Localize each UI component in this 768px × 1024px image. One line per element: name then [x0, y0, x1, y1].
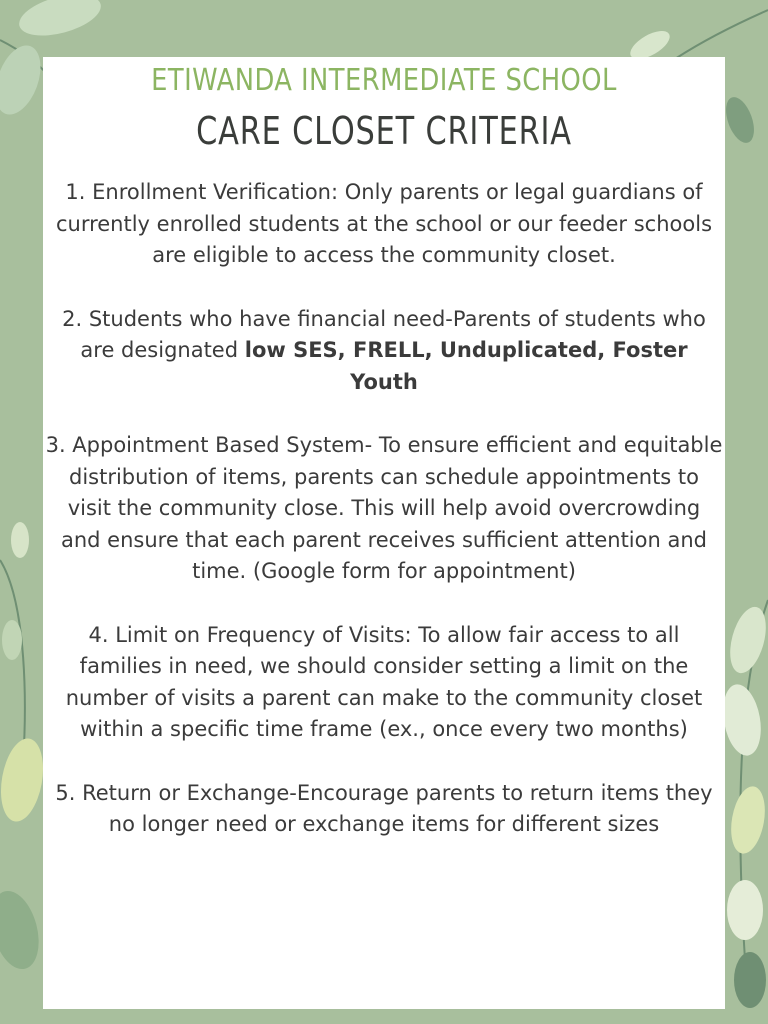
page-title: CARE CLOSET CRITERIA [196, 109, 572, 153]
criteria-item-3 [43, 430, 725, 588]
criteria-item-1 [43, 177, 725, 272]
criteria-item-text: 2. Students who have financial need-Parents of students who are designated low SES, FRELL, Unduplicated, Foster Youth [62, 306, 706, 394]
criteria-item-4 [43, 620, 725, 746]
school-name: ETIWANDA INTERMEDIATE SCHOOL [151, 63, 617, 98]
criteria-item-text: 3. Appointment Based System- To ensure efficient and equitable distribution of items, parents can schedule appointments to visit the community close. This will help avoid overcrowding and ensure that each parent receives sufficient attention and time. (Google form for appointment) [45, 433, 723, 583]
criteria-item-bold: low SES, FRELL, Unduplicated, Foster Youth [244, 338, 688, 394]
criteria-card [43, 57, 725, 1009]
criteria-item-text: 4. Limit on Frequency of Visits: To allow fair access to all families in need, we should consider setting a limit on the number of visits a parent can make to the community closet within a specific time frame (ex., once every two months) [65, 622, 703, 741]
criteria-list [43, 177, 725, 873]
criteria-item-2 [43, 304, 725, 399]
criteria-item-text: 5. Return or Exchange-Encourage parents to return items they no longer need or exchange items for different sizes [55, 780, 713, 836]
criteria-item-text: 1. Enrollment Verification: Only parents or legal guardians of currently enrolled students at the school or our feeder schools are eligible to access the community closet. [55, 180, 713, 267]
criteria-item-5 [43, 778, 725, 841]
